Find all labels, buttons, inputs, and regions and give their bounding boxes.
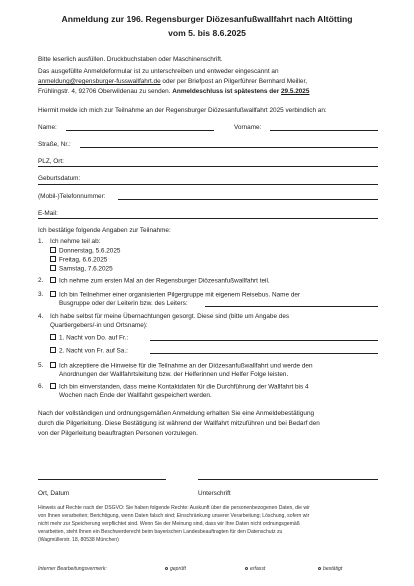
item-6-text: Ich bin einverstanden, dass meine Kontaktdaten für die Durchführung der Wallfahrt bis 4 [59, 383, 309, 391]
item-5-number: 5. [38, 362, 44, 369]
declaration-text: Hiermit melde ich mich zur Teilnahme an der Regensburger Diözesanfußwallfahrt 2025 verbindlich an: [38, 107, 327, 114]
item-6-number: 6. [38, 383, 44, 390]
geburtsdatum-field[interactable] [38, 184, 378, 185]
email-label: E-Mail: [38, 210, 58, 217]
name-label: Name: [38, 124, 57, 131]
item-2[interactable] [50, 277, 380, 286]
email-link[interactable]: anmeldung@regensburger-fusswallfahrt.de [38, 78, 161, 85]
day-label: Freitag, 6.6.2025 [59, 256, 108, 264]
day-label: Donnerstag, 5.6.2025 [59, 247, 121, 255]
dsgvo-line-3: nicht mehr zur Speicherung verpflichtet sind. Wenn Sie der Meinung sind, dass wir Ihre Daten nicht ordnungsgemäß [38, 521, 300, 527]
day-option-friday[interactable] [50, 256, 380, 265]
dsgvo-line-2: von Ihnen verarbeiten; Berichtigung, wenn Daten falsch sind; Einschränkung unserer Verarbeitung; Löschung, sofern wir [38, 513, 310, 519]
vorname-field[interactable] [270, 130, 378, 131]
checkbox[interactable] [50, 347, 56, 353]
after-text-line-2: durch die Pilgerleitung. Diese Bestätigung ist während der Wallfahrt mitzuführen und bei Bedarf den [38, 420, 320, 427]
checkbox[interactable] [50, 383, 56, 389]
item-3[interactable] [50, 291, 380, 300]
intro-line-1: Bitte leserlich ausfüllen. Druckbuchstaben oder Maschinenschrift. [38, 56, 223, 63]
item-5[interactable] [50, 362, 380, 371]
item-6-text-cont: Wochen nach Ende der Wallfahrt gespeichert werden. [59, 392, 212, 399]
vorname-label: Vorname: [234, 124, 262, 131]
form-title: Anmeldung zur 196. Regensburger Diözesanfußwallfahrt nach Altötting [61, 14, 353, 24]
night-1-field[interactable] [150, 340, 378, 341]
checkbox[interactable] [50, 265, 56, 271]
circle-icon [245, 567, 248, 570]
after-text-line-3: von der Pilgerleitung beauftragten Personen vorzulegen. [38, 430, 198, 437]
telefon-label: (Mobil-)Telefonnummer: [38, 193, 106, 200]
night-2-option[interactable] [50, 347, 170, 356]
strasse-field[interactable] [80, 147, 378, 148]
deadline-label: Anmeldeschluss ist spätestens der [172, 88, 281, 95]
day-option-thursday[interactable] [50, 247, 380, 256]
ort-datum-field[interactable] [38, 479, 166, 480]
confirm-heading: Ich bestätige folgende Angaben zur Teilnahme: [38, 227, 171, 234]
after-text-line-1: Nach der vollständigen und ordnungsgemäßen Anmeldung erhalten Sie eine Anmeldebestätigung [38, 410, 315, 417]
item-3-busgroup-label: Busgruppe oder der Leiterin bzw. des Leiters: [59, 300, 188, 307]
intro-line-3 [38, 77, 380, 87]
item-2-number: 2. [38, 277, 44, 284]
checkbox[interactable] [50, 334, 56, 340]
intro-line-4 [38, 87, 380, 97]
item-1-number: 1. [38, 238, 44, 245]
status-label: bestätigt [323, 566, 343, 572]
email-field[interactable] [38, 218, 378, 219]
dsgvo-line-4: verarbeiten, steht Ihnen ein Beschwerderecht beim bayerischen Landesbeauftragten für den Datenschutz zu [38, 529, 283, 535]
intro-line-2: Das ausgefüllte Anmeldeformular ist zu unterschreiben und entweder eingescannt an [38, 68, 279, 75]
status-label: erfasst [250, 566, 266, 572]
internal-note-label: Interner Bearbeitungsvermerk: [38, 566, 107, 572]
item-1-text: Ich nehme teil ab: [50, 238, 101, 245]
checkbox[interactable] [50, 277, 56, 283]
telefon-field[interactable] [118, 199, 378, 200]
deadline-date: 29.5.2025 [280, 88, 310, 95]
status-erfasst [245, 566, 265, 572]
checkbox[interactable] [50, 291, 56, 297]
geburtsdatum-label: Geburtsdatum: [38, 175, 81, 182]
plz-ort-label: PLZ, Ort: [38, 158, 64, 165]
checkbox[interactable] [50, 247, 56, 253]
form-subtitle-dates: vom 5. bis 8.6.2025 [168, 28, 246, 38]
circle-icon [318, 567, 321, 570]
strasse-label: Straße, Nr.: [38, 141, 71, 148]
item-2-text: Ich nehme zum ersten Mal an der Regensburger Diözesanfußwallfahrt teil. [59, 277, 270, 285]
plz-ort-field[interactable] [38, 166, 378, 167]
status-geprueft [165, 566, 186, 572]
checkbox[interactable] [50, 256, 56, 262]
dsgvo-line-1: Hinweis auf Rechte nach der DSGVO: Sie haben folgende Rechte: Auskunft über die personenbezogenen Daten, die wir [38, 505, 310, 511]
ort-datum-label: Ort, Datum [38, 490, 70, 497]
circle-icon [165, 567, 168, 570]
day-label: Samstag, 7.6.2025 [59, 265, 113, 273]
checkbox[interactable] [50, 362, 56, 368]
night-2-field[interactable] [150, 353, 378, 354]
name-field[interactable] [66, 130, 214, 131]
item-3-number: 3. [38, 291, 44, 298]
day-option-saturday[interactable] [50, 265, 380, 274]
item-4-subtext: Quartiergebers/-in und Ortsname): [50, 322, 148, 329]
intro-address: Frühlingstr. 4, 92706 Oberwildenau zu senden. [38, 88, 173, 95]
unterschrift-label: Unterschrift [198, 490, 231, 497]
item-5-text: Ich akzeptiere die Hinweise für die Teilnahme an der Diözesanfußwallfahrt und werde den [59, 362, 313, 370]
item-5-text-cont: Anordnungen der Wallfahrtsleitung bzw. der Helferinnen und Helfer Folge leisten. [59, 371, 289, 378]
item-4-text: Ich habe selbst für meine Übernachtungen gesorgt. Diese sind (bitte um Angabe des [50, 313, 290, 320]
item-4-number: 4. [38, 313, 44, 320]
unterschrift-field[interactable] [198, 479, 378, 480]
intro-line-3-rest: oder per Briefpost an Pilgerführer Bernhard Meiller, [160, 78, 308, 85]
night-1-option[interactable] [50, 334, 170, 343]
status-label: geprüft [170, 566, 186, 572]
item-3-text: Ich bin Teilnehmer einer organisierten Pilgergruppe mit eigenem Reisebus. Name der [59, 291, 301, 299]
item-6[interactable] [50, 383, 380, 392]
dsgvo-line-5: (Wagmüllerstr. 18, 80538 München) [38, 537, 119, 543]
busgroup-field[interactable] [205, 306, 378, 307]
night-2-label: 2. Nacht von Fr. auf Sa.: [59, 347, 128, 355]
night-1-label: 1. Nacht von Do. auf Fr.: [59, 334, 129, 342]
status-bestaetigt [318, 566, 342, 572]
